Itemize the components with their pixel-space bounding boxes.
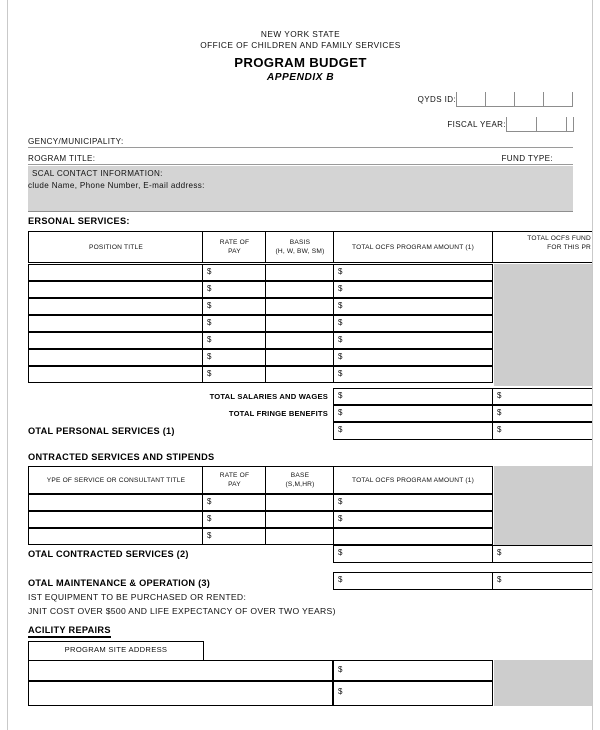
agency-state-line: NEW YORK STATE	[260, 29, 341, 39]
ps-total-fringe-amount[interactable]	[333, 405, 493, 422]
page-title: PROGRAM BUDGET	[234, 55, 367, 70]
maintenance-note-line-1: IST EQUIPMENT TO BE PURCHASED OR RENTED:	[28, 592, 247, 602]
facility-row-1-address[interactable]	[28, 660, 333, 681]
program-title-row[interactable]	[28, 150, 573, 165]
ps-total-personal-services-funded-symbol: $	[497, 425, 502, 434]
ps-total-personal-services-amount[interactable]	[333, 422, 493, 440]
ps-row-3-amount[interactable]	[333, 298, 493, 315]
ps-row-4-rate[interactable]	[202, 315, 267, 332]
cs-total-amount-symbol: $	[338, 548, 343, 557]
program-title-label: ROGRAM TITLE:	[28, 154, 96, 163]
cs-row-3-rate[interactable]	[202, 528, 267, 545]
ps-row-4-rate-symbol: $	[207, 318, 212, 327]
facility-row-2-amount-symbol: $	[338, 687, 343, 696]
fiscal-year-label: FISCAL YEAR:	[447, 120, 506, 129]
ps-total-salaries-amount-symbol: $	[338, 391, 343, 400]
ps-total-salaries-funded-symbol: $	[497, 391, 502, 400]
cs-col-base-line2: (S,M,HR)	[285, 481, 315, 488]
ps-row-6-amount[interactable]	[333, 349, 493, 366]
cs-row-2-base[interactable]	[265, 511, 335, 528]
facility-row-2-amount[interactable]	[333, 681, 493, 706]
ps-row-6-amount-symbol: $	[338, 352, 343, 361]
fiscal-contact-block[interactable]	[28, 166, 573, 212]
cs-row-2-title[interactable]	[28, 511, 204, 528]
qyds-id-cells[interactable]	[456, 92, 573, 107]
appendix-label: APPENDIX B	[266, 72, 335, 83]
cs-row-3-rate-symbol: $	[207, 531, 212, 540]
agency-office-line: OFFICE OF CHILDREN AND FAMILY SERVICES	[200, 40, 401, 50]
ps-row-7-basis[interactable]	[265, 366, 335, 383]
cs-col-rate-line2: PAY	[228, 481, 241, 488]
cs-col-rate-of-pay	[202, 466, 267, 494]
ps-col-position-title-text: POSITION TITLE	[89, 243, 143, 251]
fiscal-contact-label: SCAL CONTACT INFORMATION:	[32, 169, 163, 178]
ps-row-6-title[interactable]	[28, 349, 204, 366]
document-page	[7, 0, 593, 730]
maintenance-total-amount[interactable]	[333, 572, 493, 590]
qyds-id-cell-1[interactable]	[456, 92, 485, 107]
cs-row-1-base[interactable]	[265, 494, 335, 511]
ps-col-funded-line1: TOTAL OCFS FUND	[527, 235, 591, 242]
cs-total-funded[interactable]	[492, 545, 593, 563]
ps-row-3-rate-symbol: $	[207, 301, 212, 310]
ps-row-5-amount-symbol: $	[338, 335, 343, 344]
ps-row-5-basis[interactable]	[265, 332, 335, 349]
ps-total-personal-services-funded[interactable]	[492, 422, 593, 440]
qyds-id-cell-3[interactable]	[514, 92, 543, 107]
cs-row-1-rate[interactable]	[202, 494, 267, 511]
cs-col-total-program-amount-text: TOTAL OCFS PROGRAM AMOUNT (1)	[351, 476, 475, 484]
ps-total-fringe-label: TOTAL FRINGE BENEFITS	[228, 409, 328, 418]
ps-row-2-amount[interactable]	[333, 281, 493, 298]
ps-row-5-rate[interactable]	[202, 332, 267, 349]
qyds-id-cell-2[interactable]	[485, 92, 514, 107]
ps-row-7-title[interactable]	[28, 366, 204, 383]
cs-funded-shaded-area	[494, 466, 593, 546]
facility-row-1-amount-symbol: $	[338, 665, 343, 674]
ps-row-7-amount-symbol: $	[338, 369, 343, 378]
qyds-id-label: QYDS ID:	[417, 95, 456, 104]
cs-row-1-amount[interactable]	[333, 494, 493, 511]
qyds-id-cell-4[interactable]	[543, 92, 573, 107]
ps-row-2-rate[interactable]	[202, 281, 267, 298]
ps-total-fringe-funded-symbol: $	[497, 408, 502, 417]
fiscal-year-cells[interactable]	[506, 117, 574, 132]
agency-municipality-row[interactable]	[28, 133, 573, 148]
cs-row-1-amount-symbol: $	[338, 497, 343, 506]
ps-row-4-amount-symbol: $	[338, 318, 343, 327]
ps-row-4-basis[interactable]	[265, 315, 335, 332]
ps-col-total-program-amount-text: TOTAL OCFS PROGRAM AMOUNT (1)	[351, 243, 475, 251]
fiscal-year-cell-1[interactable]	[506, 117, 536, 132]
ps-row-5-title[interactable]	[28, 332, 204, 349]
facility-row-1-amount[interactable]	[333, 660, 493, 681]
facility-repairs-section-title: ACILITY REPAIRS	[28, 625, 111, 638]
ps-row-4-amount[interactable]	[333, 315, 493, 332]
ps-row-3-rate[interactable]	[202, 298, 267, 315]
document-content	[28, 0, 593, 730]
ps-col-total-ocfs-funded	[492, 231, 593, 263]
cs-col-rate-line1: RATE OF	[219, 472, 250, 479]
ps-row-7-rate-symbol: $	[207, 369, 212, 378]
ps-total-personal-services-label: OTAL PERSONAL SERVICES (1)	[28, 426, 175, 436]
ps-total-salaries-label: TOTAL SALARIES AND WAGES	[209, 392, 328, 401]
maintenance-total-funded-symbol: $	[497, 575, 502, 584]
cs-row-3-amount[interactable]	[333, 528, 493, 545]
cs-row-3-title[interactable]	[28, 528, 204, 545]
ps-row-5-rate-symbol: $	[207, 335, 212, 344]
maintenance-total-amount-symbol: $	[338, 575, 343, 584]
ps-row-4-title[interactable]	[28, 315, 204, 332]
cs-col-service-type	[28, 466, 204, 494]
ps-col-funded-line2: FOR THIS PR	[547, 244, 591, 251]
ps-col-total-program-amount	[333, 231, 493, 263]
cs-row-2-amount-symbol: $	[338, 514, 343, 523]
ps-total-salaries-funded[interactable]	[492, 388, 593, 405]
cs-col-service-type-text: YPE OF SERVICE OR CONSULTANT TITLE	[46, 476, 186, 484]
ps-row-1-rate-symbol: $	[207, 267, 212, 276]
ps-col-rate-line1: RATE OF	[219, 239, 250, 246]
fiscal-year-cell-3[interactable]	[566, 117, 574, 132]
personal-services-section-title: ERSONAL SERVICES:	[28, 216, 130, 226]
ps-col-rate-of-pay	[202, 231, 267, 263]
cs-total-amount[interactable]	[333, 545, 493, 563]
ps-row-2-title[interactable]	[28, 281, 204, 298]
ps-row-1-basis[interactable]	[265, 264, 335, 281]
ps-row-5-amount[interactable]	[333, 332, 493, 349]
ps-total-personal-services-amount-symbol: $	[338, 425, 343, 434]
ps-total-fringe-funded[interactable]	[492, 405, 593, 422]
document-header	[28, 0, 573, 85]
fiscal-contact-hint: clude Name, Phone Number, E-mail address:	[28, 181, 205, 190]
fiscal-year-cell-2[interactable]	[536, 117, 566, 132]
maintenance-total-label: OTAL MAINTENANCE & OPERATION (3)	[28, 578, 211, 588]
ps-row-1-rate[interactable]	[202, 264, 267, 281]
contracted-services-section-title: ONTRACTED SERVICES AND STIPENDS	[28, 452, 215, 462]
ps-row-6-rate[interactable]	[202, 349, 267, 366]
ps-row-6-basis[interactable]	[265, 349, 335, 366]
ps-col-basis	[265, 231, 335, 263]
cs-row-2-rate[interactable]	[202, 511, 267, 528]
maintenance-total-funded[interactable]	[492, 572, 593, 590]
ps-col-position-title	[28, 231, 204, 263]
cs-row-3-base[interactable]	[265, 528, 335, 545]
ps-funded-shaded-area	[494, 264, 593, 386]
fund-type-label: FUND TYPE:	[501, 154, 553, 163]
cs-col-base	[265, 466, 335, 494]
cs-total-label: OTAL CONTRACTED SERVICES (2)	[28, 549, 189, 559]
ps-row-2-rate-symbol: $	[207, 284, 212, 293]
cs-col-base-line1: BASE	[290, 472, 310, 479]
agency-municipality-label: GENCY/MUNICIPALITY:	[28, 137, 124, 146]
ps-total-fringe-amount-symbol: $	[338, 408, 343, 417]
ps-row-6-rate-symbol: $	[207, 352, 212, 361]
facility-funded-shaded-area	[494, 660, 593, 706]
cs-row-2-amount[interactable]	[333, 511, 493, 528]
ps-col-basis-line1: BASIS	[289, 239, 311, 246]
ps-row-3-title[interactable]	[28, 298, 204, 315]
ps-col-rate-line2: PAY	[228, 248, 241, 255]
cs-total-funded-symbol: $	[497, 548, 502, 557]
cs-col-total-program-amount	[333, 466, 493, 494]
ps-row-3-basis[interactable]	[265, 298, 335, 315]
ps-row-2-amount-symbol: $	[338, 284, 343, 293]
cs-row-2-rate-symbol: $	[207, 514, 212, 523]
ps-row-1-amount-symbol: $	[338, 267, 343, 276]
ps-row-2-basis[interactable]	[265, 281, 335, 298]
facility-row-2-address[interactable]	[28, 681, 333, 706]
cs-row-1-title[interactable]	[28, 494, 204, 511]
cs-row-1-rate-symbol: $	[207, 497, 212, 506]
ps-row-1-title[interactable]	[28, 264, 204, 281]
maintenance-note-line-2: JNIT COST OVER $500 AND LIFE EXPECTANCY OF OVER TWO YEARS)	[28, 606, 336, 616]
ps-row-3-amount-symbol: $	[338, 301, 343, 310]
ps-total-salaries-amount[interactable]	[333, 388, 493, 405]
facility-site-address-header: PROGRAM SITE ADDRESS	[28, 641, 204, 661]
ps-col-basis-line2: (H, W, BW, SM)	[275, 248, 325, 255]
ps-row-7-rate[interactable]	[202, 366, 267, 383]
ps-row-1-amount[interactable]	[333, 264, 493, 281]
ps-row-7-amount[interactable]	[333, 366, 493, 383]
